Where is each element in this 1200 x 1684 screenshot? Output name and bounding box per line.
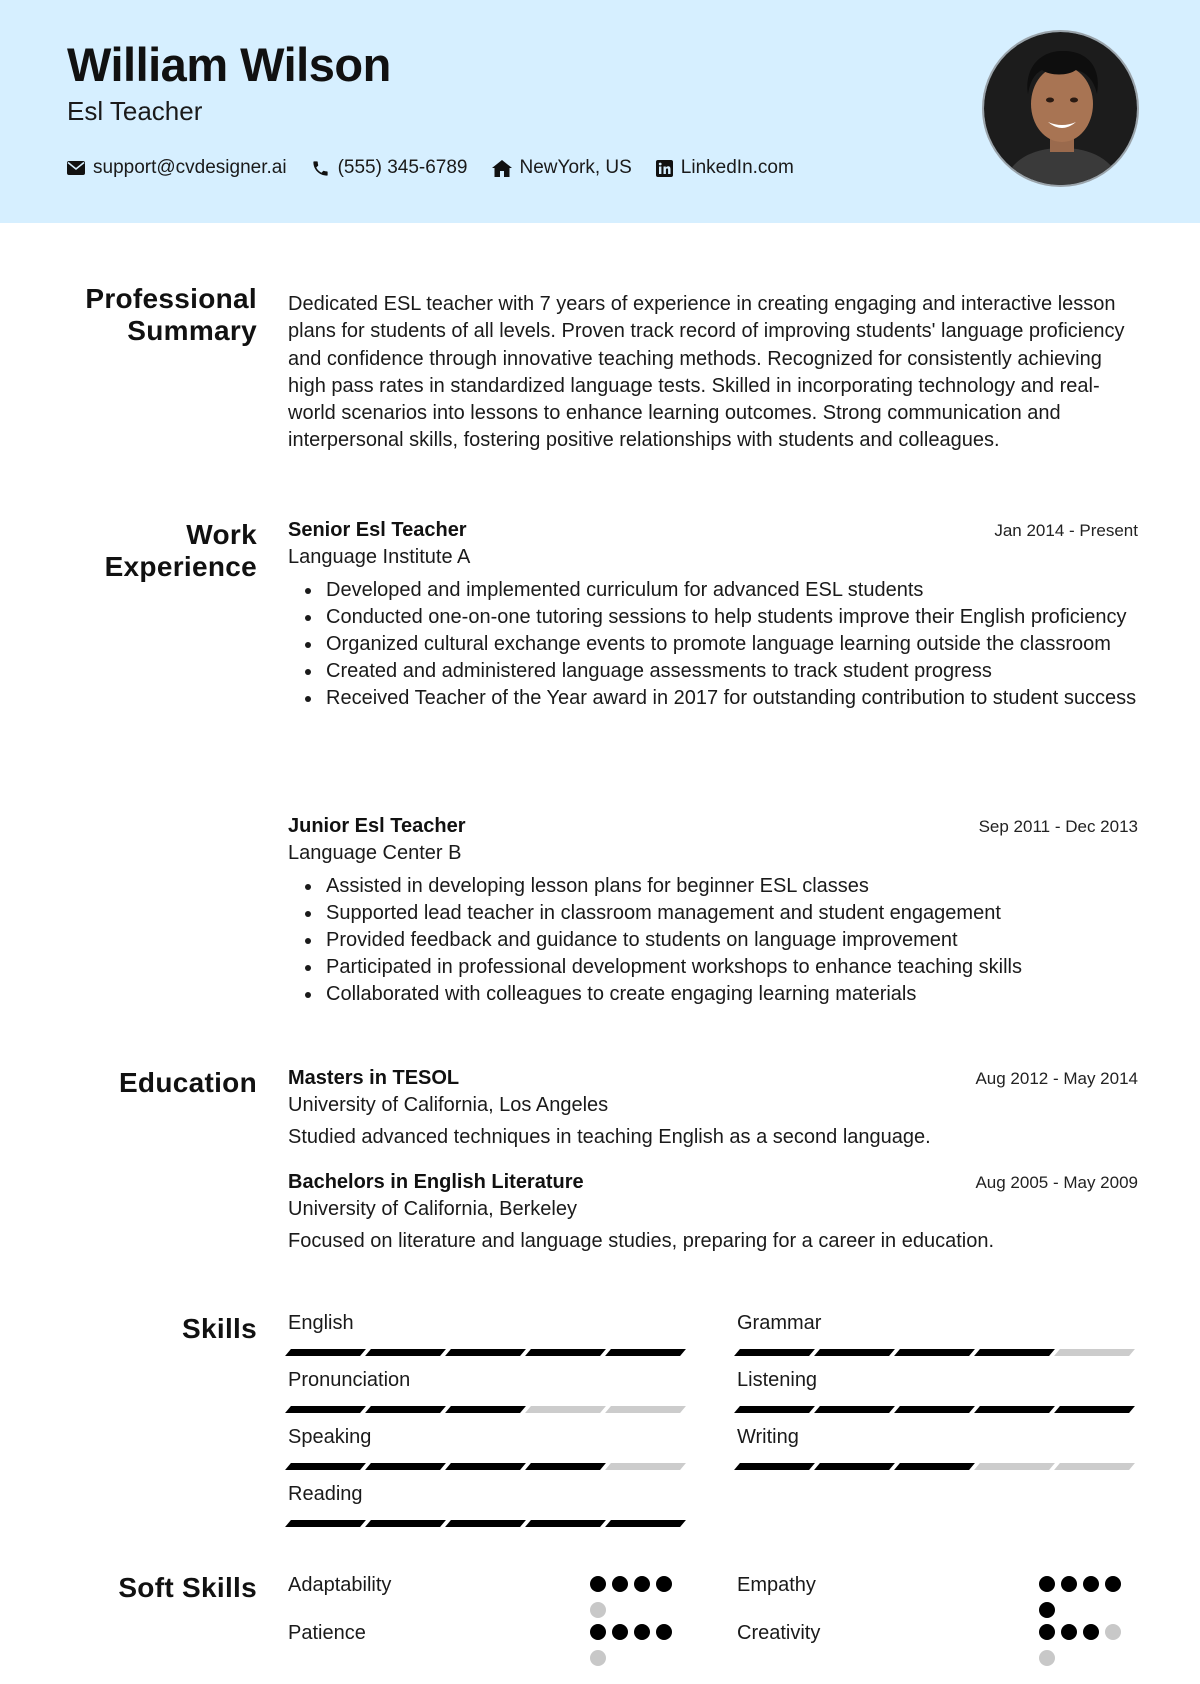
rating-dot — [656, 1624, 672, 1640]
skill-level-segment — [894, 1406, 975, 1413]
rating-dot — [656, 1576, 672, 1592]
skill-level-segment — [445, 1349, 526, 1356]
skill-label: Speaking — [288, 1426, 372, 1448]
education-entry-2 — [288, 1171, 1138, 1253]
skill-level-segment — [605, 1406, 686, 1413]
phone-text: (555) 345-6789 — [337, 157, 468, 178]
list-item: Created and administered language assessments to track student progress — [288, 658, 1138, 685]
skill-listening — [737, 1369, 1139, 1413]
skill-level-segment — [285, 1349, 366, 1356]
candidate-role: Esl Teacher — [67, 96, 203, 126]
skill-label: Reading — [288, 1483, 363, 1505]
skill-level-segment — [974, 1463, 1055, 1470]
education-description: Studied advanced techniques in teaching English as a second language. — [288, 1126, 931, 1148]
skill-level-segment — [734, 1349, 815, 1356]
rating-dot — [590, 1602, 606, 1618]
summary-content — [288, 291, 1138, 455]
skill-level-segment — [605, 1349, 686, 1356]
soft-skill-creativity — [737, 1622, 1139, 1645]
skill-level-segment — [814, 1349, 895, 1356]
contact-email[interactable] — [67, 157, 287, 179]
skill-reading — [288, 1483, 690, 1527]
skill-label: English — [288, 1312, 354, 1334]
rating-dot — [612, 1576, 628, 1592]
skill-writing — [737, 1426, 1139, 1470]
rating-dot — [634, 1576, 650, 1592]
skill-pronunciation — [288, 1369, 690, 1413]
home-icon — [492, 160, 512, 177]
rating-dot — [590, 1624, 606, 1640]
list-item: Assisted in developing lesson plans for beginner ESL classes — [288, 873, 1138, 900]
list-item: Collaborated with colleagues to create engaging learning materials — [288, 981, 1138, 1008]
location-text: NewYork, US — [519, 157, 632, 178]
skill-level-segment — [1054, 1406, 1135, 1413]
skill-level-segment — [525, 1406, 606, 1413]
skill-level-segment — [365, 1520, 446, 1527]
education-description: Focused on literature and language studies, preparing for a career in education. — [288, 1230, 995, 1252]
skill-level-segment — [365, 1463, 446, 1470]
skill-english — [288, 1312, 690, 1356]
soft-skill-label: Empathy — [737, 1574, 816, 1596]
rating-dot — [612, 1624, 628, 1640]
list-item: Participated in professional development workshops to enhance teaching skills — [288, 954, 1138, 981]
rating-dot — [1105, 1576, 1121, 1592]
skill-level-bar — [737, 1463, 1139, 1470]
rating-dot — [1039, 1576, 1055, 1592]
skill-level-segment — [525, 1349, 606, 1356]
school-name: University of California, Los Angeles — [288, 1094, 609, 1116]
rating-dot — [634, 1624, 650, 1640]
skill-level-segment — [974, 1349, 1055, 1356]
contact-location — [492, 157, 632, 179]
skill-label: Grammar — [737, 1312, 822, 1334]
work-entry-2 — [288, 815, 1138, 1008]
skill-level-segment — [605, 1463, 686, 1470]
list-item: Developed and implemented curriculum for advanced ESL students — [288, 577, 1138, 604]
skill-level-segment — [365, 1406, 446, 1413]
soft-skill-label: Adaptability — [288, 1574, 392, 1596]
skill-level-segment — [1054, 1463, 1135, 1470]
skill-level-segment — [445, 1520, 526, 1527]
rating-dot — [1039, 1602, 1055, 1618]
skill-level-bar — [737, 1406, 1139, 1413]
job-date: Sep 2011 - Dec 2013 — [978, 817, 1138, 836]
job-title: Junior Esl Teacher — [288, 815, 466, 837]
rating-dot — [1083, 1624, 1099, 1640]
skill-level-segment — [285, 1463, 366, 1470]
contact-list — [67, 157, 818, 179]
education-date: Aug 2005 - May 2009 — [975, 1173, 1138, 1192]
list-item: Organized cultural exchange events to promote language learning outside the classroom — [288, 631, 1138, 658]
job-bullets — [288, 577, 1138, 712]
job-date: Jan 2014 - Present — [994, 521, 1138, 540]
soft-skill-patience — [288, 1622, 690, 1645]
skill-label: Listening — [737, 1369, 818, 1391]
skill-level-segment — [525, 1520, 606, 1527]
list-item: Supported lead teacher in classroom management and student engagement — [288, 900, 1138, 927]
degree-title: Bachelors in English Literature — [288, 1171, 584, 1193]
soft-skill-label: Creativity — [737, 1622, 821, 1644]
skill-speaking — [288, 1426, 690, 1470]
soft-skill-adaptability — [288, 1574, 690, 1597]
soft-skill-rating — [1039, 1624, 1129, 1676]
linkedin-icon — [656, 160, 673, 177]
skill-label: Writing — [737, 1426, 799, 1448]
header — [0, 0, 1200, 223]
skill-level-bar — [737, 1349, 1139, 1356]
skill-level-bar — [288, 1520, 690, 1527]
skill-level-segment — [605, 1520, 686, 1527]
rating-dot — [1061, 1624, 1077, 1640]
skill-level-segment — [525, 1463, 606, 1470]
job-bullets — [288, 873, 1138, 1008]
rating-dot — [1083, 1576, 1099, 1592]
contact-phone[interactable] — [311, 157, 468, 179]
soft-skill-rating — [590, 1624, 680, 1676]
candidate-name: William Wilson — [67, 38, 391, 91]
skill-level-segment — [365, 1349, 446, 1356]
job-organization: Language Center B — [288, 842, 462, 864]
skill-level-segment — [734, 1463, 815, 1470]
skill-level-segment — [445, 1463, 526, 1470]
skill-label: Pronunciation — [288, 1369, 411, 1391]
degree-title: Masters in TESOL — [288, 1067, 460, 1089]
rating-dot — [590, 1650, 606, 1666]
skill-level-bar — [288, 1463, 690, 1470]
soft-skill-empathy — [737, 1574, 1139, 1597]
skills-section-title: Skills — [182, 1313, 257, 1344]
skill-level-bar — [288, 1406, 690, 1413]
skill-level-segment — [285, 1520, 366, 1527]
profile-photo — [982, 30, 1139, 187]
skill-level-segment — [894, 1349, 975, 1356]
soft-skill-rating — [1039, 1576, 1129, 1628]
education-date: Aug 2012 - May 2014 — [975, 1069, 1138, 1088]
rating-dot — [1061, 1576, 1077, 1592]
summary-section-title: Professional Summary — [85, 283, 257, 346]
work-section-title: Work Experience — [104, 519, 257, 582]
contact-linkedin[interactable] — [656, 157, 794, 179]
list-item: Provided feedback and guidance to students on language improvement — [288, 927, 1138, 954]
rating-dot — [1039, 1650, 1055, 1666]
job-organization: Language Institute A — [288, 546, 471, 568]
envelope-icon — [67, 161, 85, 175]
job-title: Senior Esl Teacher — [288, 519, 467, 541]
education-entry-1 — [288, 1067, 1138, 1149]
school-name: University of California, Berkeley — [288, 1198, 577, 1220]
summary-text: Dedicated ESL teacher with 7 years of experience in creating engaging and interactive lesson plans for students of all levels. Proven track record of improving students' language proficiency and confidence through innovative teaching methods. Recognized for consistently achieving high pass rates in standardized language tests. Skilled in incorporating technology and real-world scenarios into lessons to enhance learning outcomes. Strong communication and interpersonal skills, fostering positive relationships with students and colleagues. — [288, 293, 1125, 452]
skill-level-bar — [288, 1349, 690, 1356]
education-section-title: Education — [118, 1067, 257, 1098]
phone-icon — [311, 159, 330, 178]
work-entry-1 — [288, 519, 1138, 712]
rating-dot — [590, 1576, 606, 1592]
email-text: support@cvdesigner.ai — [93, 157, 287, 178]
skill-level-segment — [894, 1463, 975, 1470]
soft-skill-rating — [590, 1576, 680, 1628]
skill-level-segment — [974, 1406, 1055, 1413]
skill-level-segment — [814, 1463, 895, 1470]
soft-skill-label: Patience — [288, 1622, 366, 1644]
skill-level-segment — [1054, 1349, 1135, 1356]
rating-dot — [1105, 1624, 1121, 1640]
skill-grammar — [737, 1312, 1139, 1356]
rating-dot — [1039, 1624, 1055, 1640]
skill-level-segment — [445, 1406, 526, 1413]
linkedin-text: LinkedIn.com — [680, 157, 794, 178]
list-item: Received Teacher of the Year award in 2017 for outstanding contribution to student success — [288, 685, 1138, 712]
skill-level-segment — [285, 1406, 366, 1413]
list-item: Conducted one-on-one tutoring sessions to help students improve their English proficiency — [288, 604, 1138, 631]
skill-level-segment — [814, 1406, 895, 1413]
soft-skills-section-title: Soft Skills — [118, 1572, 257, 1603]
skill-level-segment — [734, 1406, 815, 1413]
